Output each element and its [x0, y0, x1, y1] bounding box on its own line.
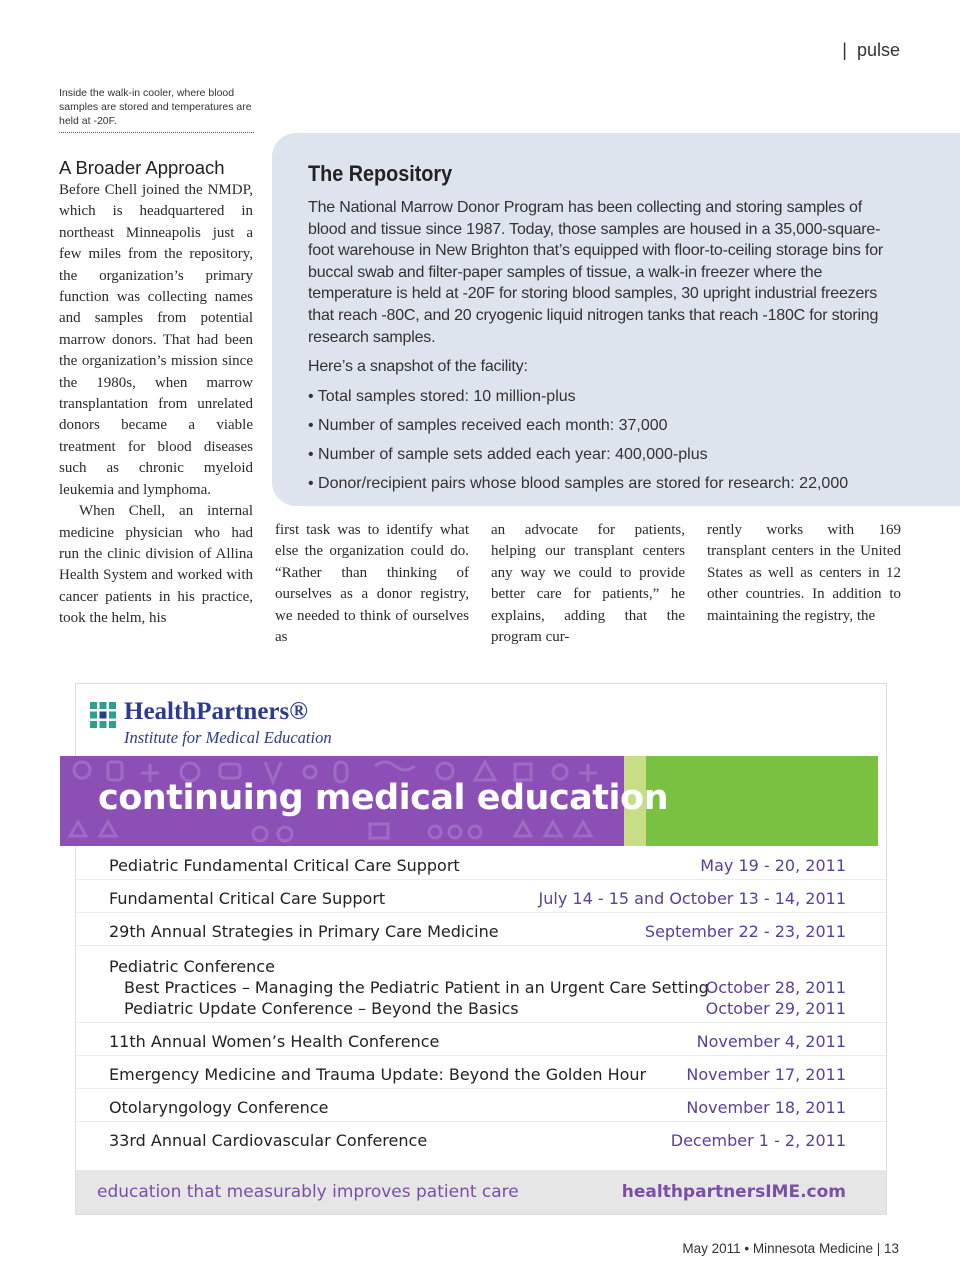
article-paragraph: Before Chell joined the NMDP, which is headquartered in northeast Minneapolis just a few miles from the repository, the organization’s primary function was collecting names and samples from potential marrow donors. That had been the organization’s mission since the 1980s, when marrow transplantation from unrelated donors became a viable treatment for blood diseases such as chronic myeloid leukemia and lymphoma. — [59, 182, 253, 498]
event-row-group — [76, 945, 886, 1023]
event-name: Pediatric Fundamental Critical Care Support — [109, 856, 460, 875]
event-row — [76, 1088, 886, 1122]
event-row — [76, 912, 886, 946]
banner-title: continuing medical education — [98, 778, 668, 818]
article-column-2 — [275, 520, 469, 648]
event-name: Pediatric Conference — [109, 957, 275, 976]
event-name: Otolaryngology Conference — [109, 1098, 329, 1117]
event-date: September 22 - 23, 2011 — [644, 922, 846, 941]
article-paragraph: When Chell, an internal medicine physician who had run the clinic division of Allina Health System and worked with cancer patients in his practice, took the helm, his — [59, 503, 253, 627]
event-name: 29th Annual Strategies in Primary Care Medicine — [109, 922, 499, 941]
event-date: May 19 - 20, 2011 — [700, 856, 846, 875]
event-date: October 28, 2011 — [705, 978, 846, 997]
sidebar-intro: Here’s a snapshot of the facility: — [308, 358, 528, 376]
logo-mark-icon — [90, 702, 116, 728]
event-sub-name: Pediatric Update Conference – Beyond the Basics — [124, 999, 519, 1018]
event-date: July 14 - 15 and October 13 - 14, 2011 — [538, 889, 846, 908]
article-column-1 — [59, 156, 253, 630]
ad-footer-bar — [76, 1170, 886, 1214]
list-item: • Donor/recipient pairs whose blood samples are stored for research: 22,000 — [308, 474, 849, 492]
sidebar-body: The National Marrow Donor Program has been collecting and storing samples of blood and tissue since 1987. Today, those samples are housed in a 35,000-square-foot warehouse in New Brighton that’s equipped with floor-to-ceiling storage bins for buccal swab and filter-paper samples of tissue, a walk-in freezer where the temperature is held at -20F for storing blood samples, 30 upright industrial freezers that reach -80C, and 20 cryogenic liquid nitrogen tanks that reach -180C for storing research samples. — [308, 199, 884, 346]
event-name: Fundamental Critical Care Support — [109, 889, 386, 908]
event-date: November 17, 2011 — [686, 1065, 846, 1084]
event-row — [76, 1121, 886, 1154]
logo-subtitle: Institute for Medical Education — [124, 728, 332, 747]
banner-green-panel — [646, 756, 878, 846]
article-paragraph: first task was to identify what else the organization could do. “Rather than thinking of ourselves as a donor registry, we needed to think of ourselves as — [275, 522, 469, 646]
healthpartners-ad — [75, 683, 887, 1215]
event-name: 11th Annual Women’s Health Conference — [109, 1032, 440, 1051]
event-date: December 1 - 2, 2011 — [670, 1131, 846, 1150]
ad-banner — [60, 756, 878, 846]
article-heading: A Broader Approach — [59, 157, 225, 178]
event-date: November 4, 2011 — [696, 1032, 846, 1051]
article-paragraph: an advocate for patients, helping our transplant centers any way we could to provide better care for patients,” he explains, adding that the program cur- — [491, 522, 685, 646]
list-item: • Number of sample sets added each year: 400,000-plus — [308, 445, 708, 463]
article-column-3 — [491, 520, 685, 648]
section-divider: | — [842, 40, 847, 60]
ad-tagline: education that measurably improves patient care — [97, 1182, 519, 1202]
event-name: Emergency Medicine and Trauma Update: Beyond the Golden Hour — [109, 1065, 647, 1084]
list-item: • Total samples stored: 10 million-plus — [308, 387, 576, 405]
event-name: 33rd Annual Cardiovascular Conference — [109, 1131, 428, 1150]
article-column-4 — [707, 520, 901, 627]
event-row — [76, 846, 886, 880]
page-footer: May 2011 • Minnesota Medicine | 13 — [682, 1241, 899, 1256]
section-name: pulse — [856, 40, 900, 60]
ad-website-link[interactable]: healthpartnersIME.com — [621, 1182, 846, 1202]
article-paragraph: rently works with 169 transplant centers in the United States as well as centers in 12 other countries. In addition to maintaining the registry, the — [707, 522, 901, 624]
event-row — [76, 1055, 886, 1089]
repository-sidebar — [272, 133, 960, 506]
section-tag — [842, 40, 900, 61]
photo-caption: Inside the walk-in cooler, where blood samples are stored and temperatures are held at -20F. — [59, 86, 254, 133]
event-row — [76, 879, 886, 913]
facility-stats-list — [308, 386, 898, 494]
event-date: November 18, 2011 — [686, 1098, 846, 1117]
event-date: October 29, 2011 — [705, 999, 846, 1018]
list-item: • Number of samples received each month: 37,000 — [308, 416, 668, 434]
event-row — [76, 1022, 886, 1056]
sidebar-title: The Repository — [308, 161, 453, 186]
logo-wordmark: HealthPartners® — [124, 698, 308, 725]
event-sub-name: Best Practices – Managing the Pediatric Patient in an Urgent Care Setting — [124, 978, 709, 997]
